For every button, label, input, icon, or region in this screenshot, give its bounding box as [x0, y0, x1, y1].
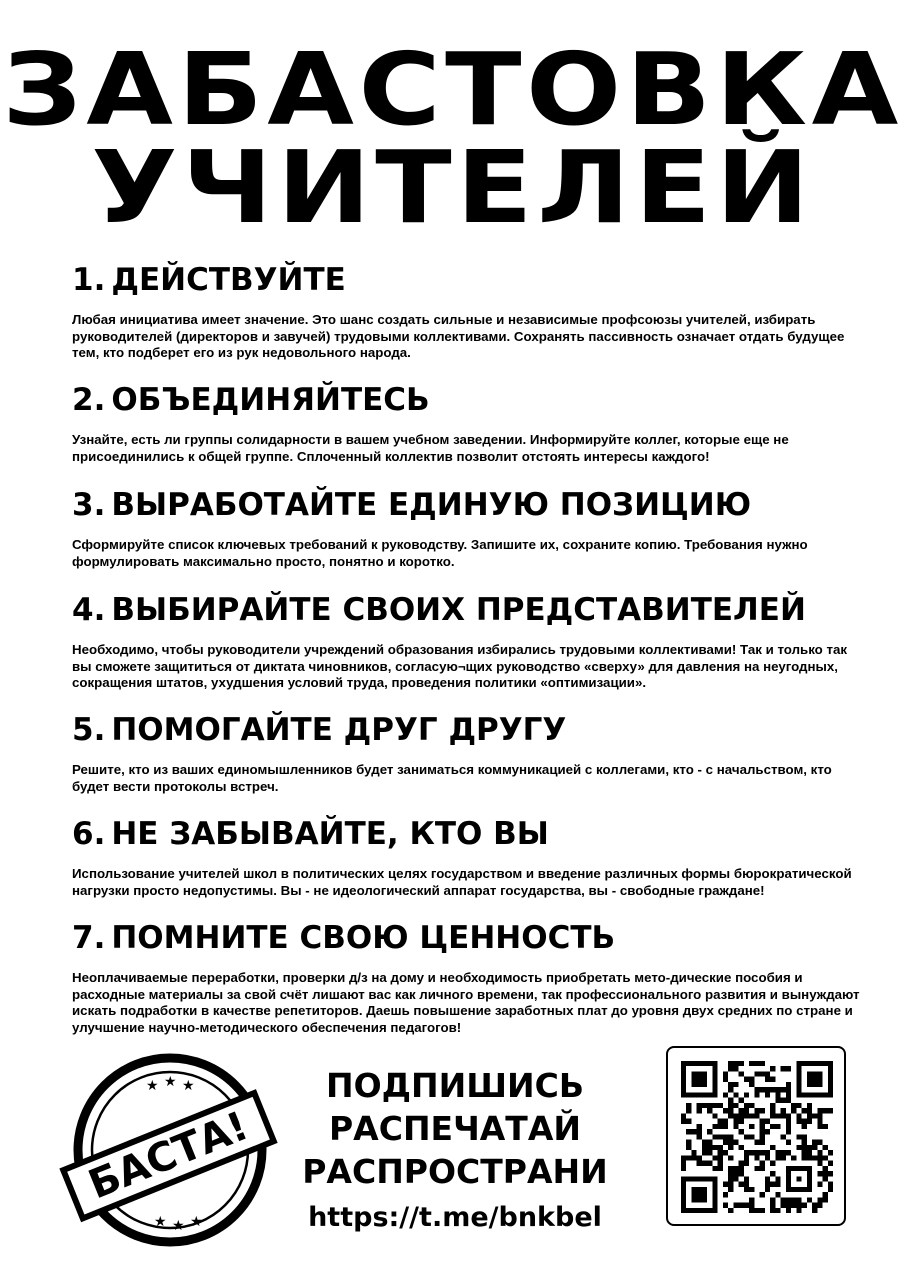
- section-text: Неоплачиваемые переработки, проверки д/з на дому и необходимость приобретать мето-дические пособия и расходные материалы за свой счёт лишают вас как личного времени, так профессионального развития и вынуждают искать подработки в качестве репетиторов. Даешь повышение заработных плат до уровня двух средних по стране и улучшение научно-методического обеспечения педагогов!: [72, 970, 860, 1035]
- section-help: [72, 712, 862, 795]
- svg-text:★: ★: [154, 1214, 167, 1230]
- section-representatives: [72, 592, 862, 692]
- basta-stamp-icon: [58, 1050, 278, 1250]
- section-position: [72, 487, 862, 570]
- section-number: 4.: [72, 592, 106, 628]
- cta-print: РАСПЕЧАТАЙ: [329, 1109, 581, 1148]
- section-heading: [72, 382, 862, 418]
- section-text: Сформируйте список ключевых требований к руководству. Запишите их, сохраните копию. Требования нужно формулировать максимально просто, понятно и коротко.: [72, 537, 808, 569]
- cta-spread: РАСПРОСТРАНИ: [302, 1152, 608, 1191]
- section-number: 1.: [72, 262, 106, 298]
- section-title: ДЕЙСТВУЙТЕ: [111, 262, 346, 298]
- svg-text:★: ★: [164, 1074, 177, 1090]
- section-heading: [72, 592, 862, 628]
- section-number: 7.: [72, 920, 106, 956]
- section-number: 6.: [72, 816, 106, 852]
- section-text: Решите, кто из ваших единомышленников будет заниматься коммуникацией с коллегами, кто - с начальством, кто будет вести протоколы встреч.: [72, 762, 832, 794]
- stamp-text: БАСТА!: [82, 1103, 255, 1209]
- section-title: ПОМНИТЕ СВОЮ ЦЕННОСТЬ: [111, 920, 616, 956]
- section-text: Использование учителей школ в политических целях государством и введение различных формы бюрократической нагрузки просто недопустимы. Вы - не идеологический аппарат государства, вы - свободные граждане!: [72, 866, 852, 898]
- section-act: [72, 262, 862, 362]
- section-title: ПОМОГАЙТЕ ДРУГ ДРУГУ: [111, 712, 567, 748]
- section-text: Любая инициатива имеет значение. Это шанс создать сильные и независимые профсоюзы учителей, избирать руководителей (директоров и завучей) трудовыми коллективами. Сохранять пассивность означает отдать будущее тем, кто подберет его из рук недовольного народа.: [72, 312, 845, 360]
- section-text: Необходимо, чтобы руководители учреждений образования избирались трудовыми коллективами! Так и только так вы сможете защититься от диктата чиновников, согласую¬щих руководство «сверху» для давления на неугодных, сокращения штатов, ухудшения условий труда, проведения политики «оптимизации».: [72, 642, 848, 690]
- svg-text:★: ★: [190, 1214, 203, 1230]
- section-heading: [72, 262, 862, 298]
- svg-text:★: ★: [182, 1078, 195, 1094]
- poster-title-line1: ЗАБАСТОВКА: [2, 31, 903, 148]
- telegram-link[interactable]: https://t.me/bnkbel: [308, 1202, 602, 1233]
- section-unite: [72, 382, 862, 465]
- svg-text:★: ★: [172, 1218, 185, 1234]
- cta-subscribe: ПОДПИШИСЬ: [325, 1066, 585, 1105]
- svg-text:★: ★: [146, 1078, 159, 1094]
- section-number: 5.: [72, 712, 106, 748]
- section-title: ВЫБИРАЙТЕ СВОИХ ПРЕДСТАВИТЕЛЕЙ: [111, 592, 806, 628]
- section-title: НЕ ЗАБЫВАЙТЕ, КТО ВЫ: [111, 816, 549, 852]
- section-number: 3.: [72, 487, 106, 523]
- qr-code-icon[interactable]: [666, 1046, 846, 1226]
- section-heading: [72, 712, 862, 748]
- section-heading: [72, 816, 862, 852]
- section-value: [72, 920, 862, 1036]
- section-heading: [72, 920, 862, 956]
- section-heading: [72, 487, 862, 523]
- section-number: 2.: [72, 382, 106, 418]
- section-remember-who: [72, 816, 862, 899]
- poster-title-line2: УЧИТЕЛЕЙ: [91, 129, 814, 246]
- section-text: Узнайте, есть ли группы солидарности в вашем учебном заведении. Информируйте коллег, которые еще не присоединились к общей группе. Сплоченный коллектив позволит отстоять интересы каждого!: [72, 432, 789, 464]
- section-title: ВЫРАБОТАЙТЕ ЕДИНУЮ ПОЗИЦИЮ: [111, 487, 752, 523]
- section-title: ОБЪЕДИНЯЙТЕСЬ: [111, 382, 430, 418]
